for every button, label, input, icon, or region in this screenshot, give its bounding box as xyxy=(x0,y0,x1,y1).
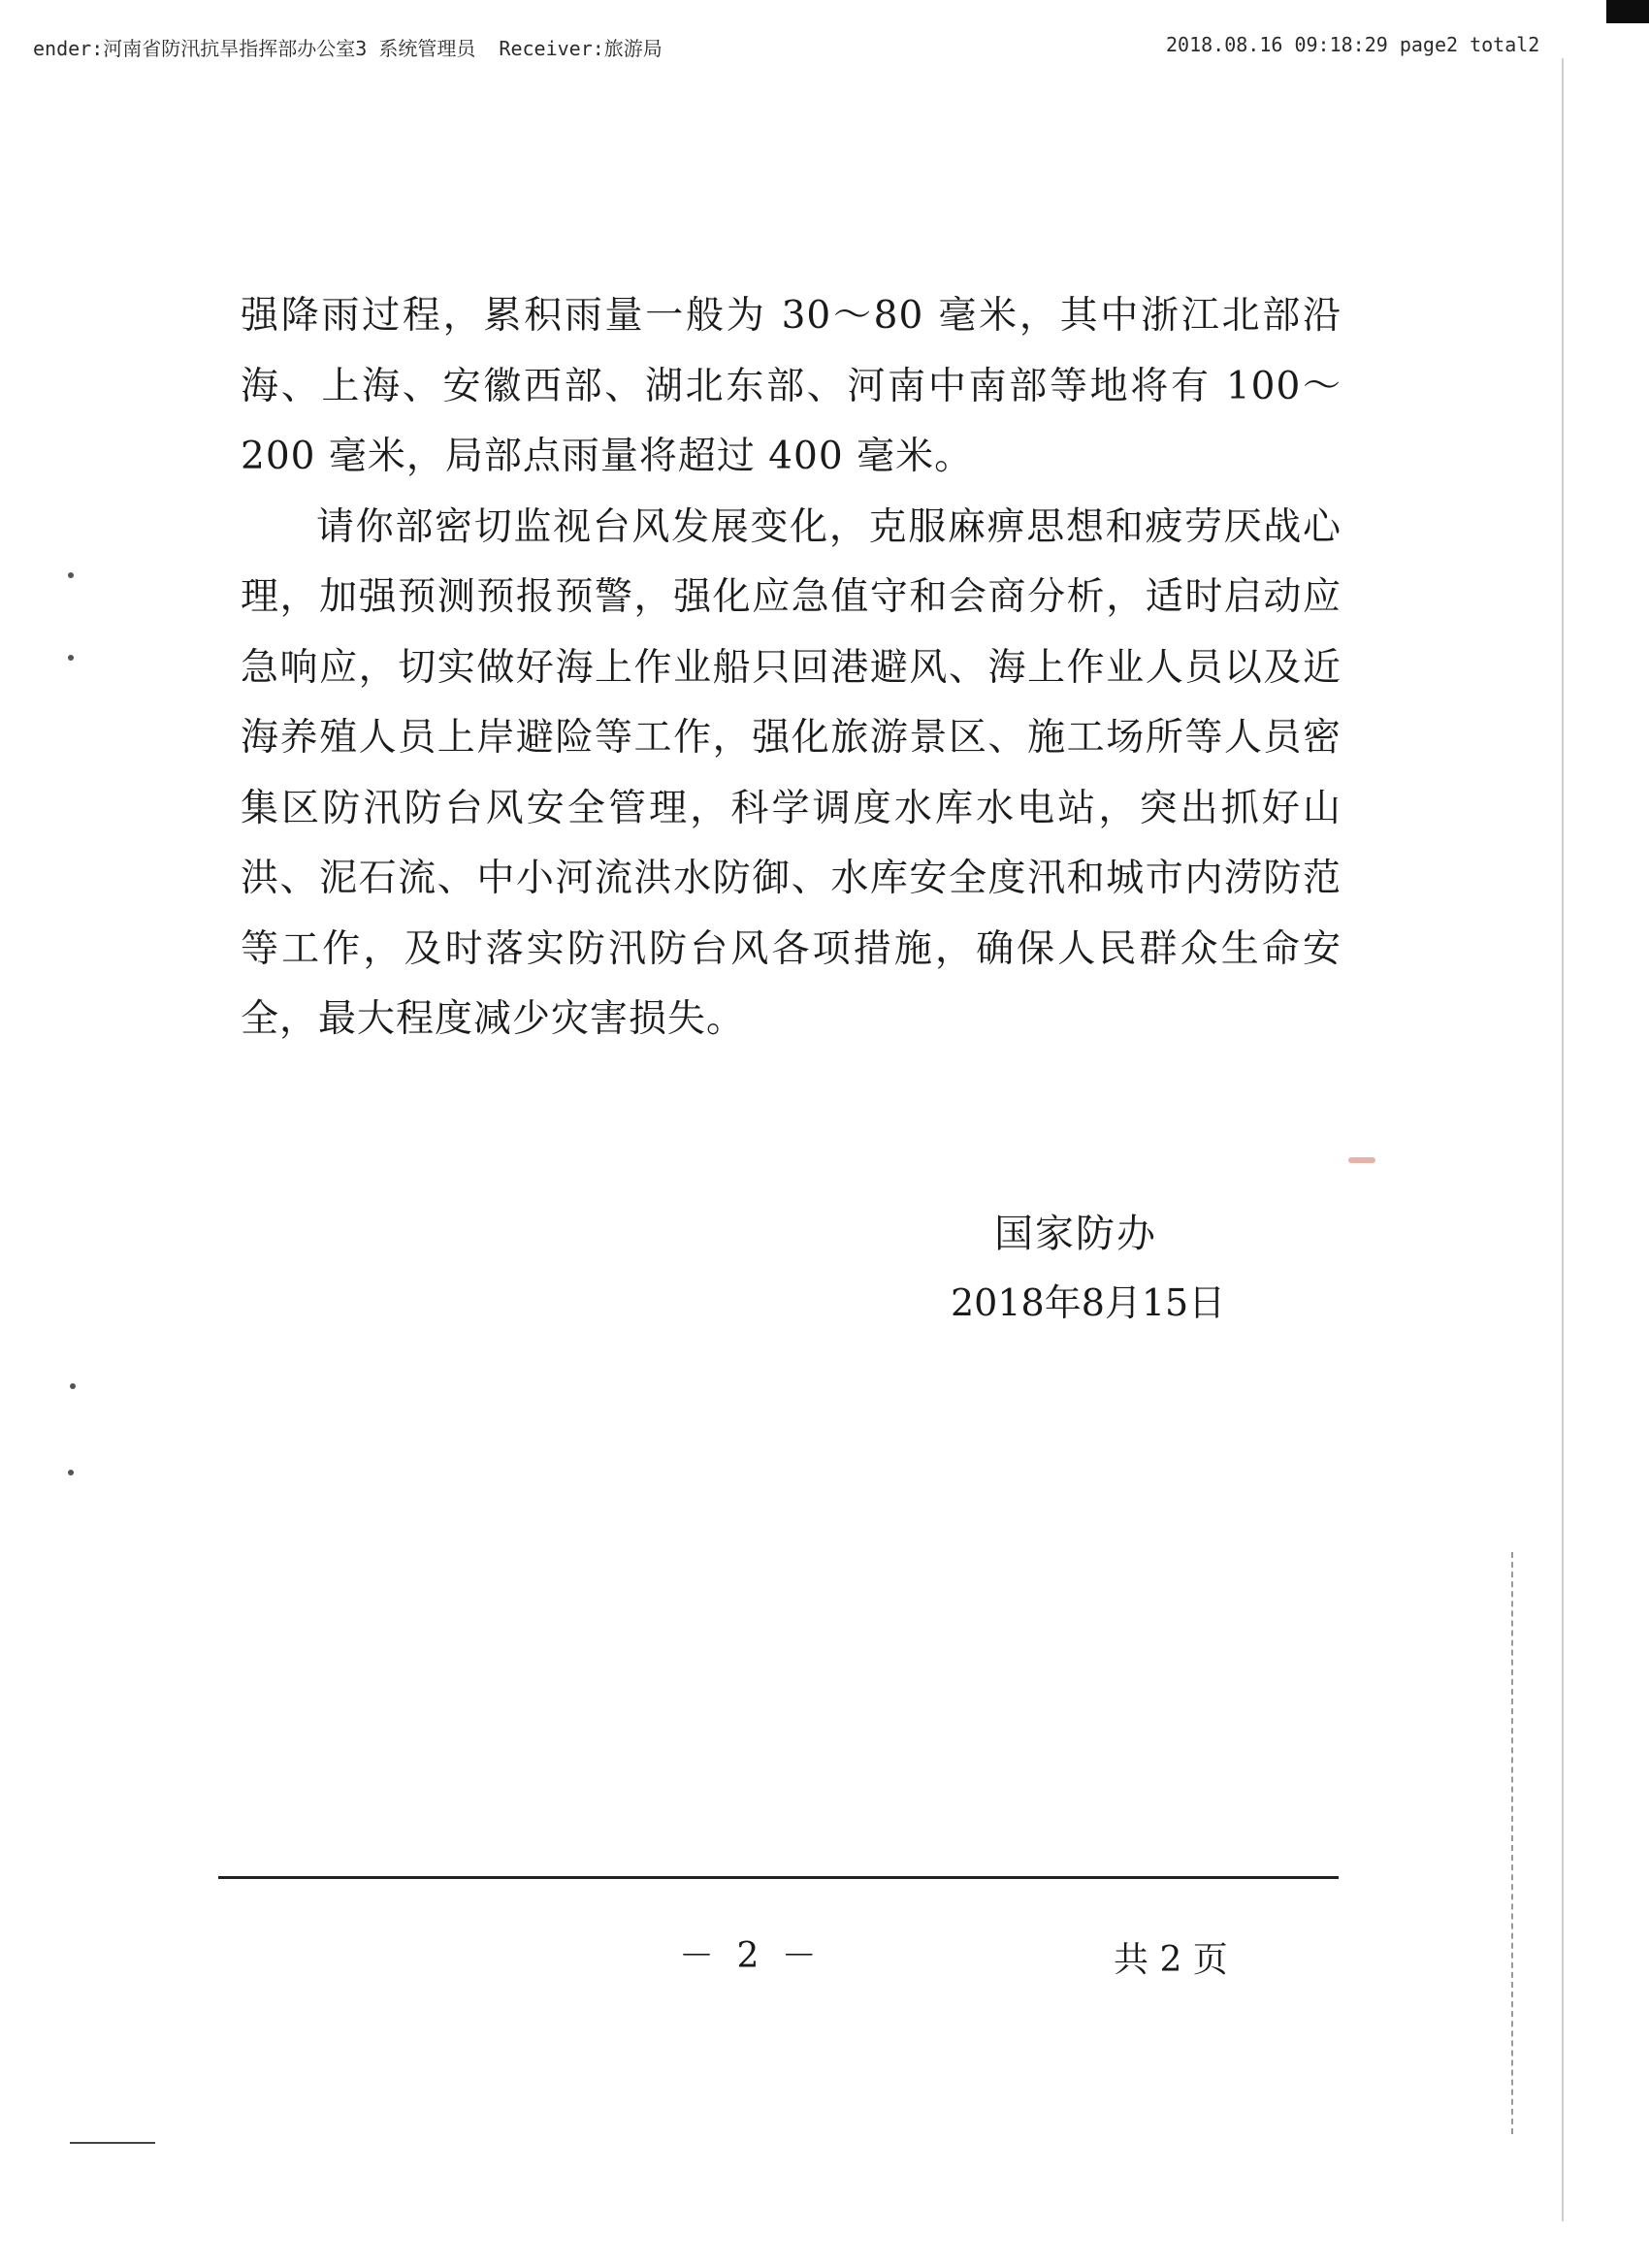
page-edge-line xyxy=(1562,58,1564,2221)
scan-mark-line xyxy=(70,2142,155,2144)
scan-speck xyxy=(70,1383,76,1389)
body-paragraph-1: 强降雨过程，累积雨量一般为 30～80 毫米，其中浙江北部沿海、上海、安徽西部、湖北东部、河南中南部等地将有 100～200 毫米，局部点雨量将超过 400 毫米。 xyxy=(241,294,1342,478)
fax-sender-receiver xyxy=(33,33,663,61)
signature-organization: 国家防办 xyxy=(994,1212,1157,1256)
signature-date: 2018年8月15日 xyxy=(951,1281,1226,1324)
document-body xyxy=(241,281,1342,1055)
corner-mark xyxy=(1606,0,1649,23)
fax-receiver: Receiver:旅游局 xyxy=(499,37,663,60)
fax-timestamp: 2018.08.16 09:18:29 page2 total2 xyxy=(1166,33,1540,56)
dashed-edge-line xyxy=(1511,1552,1513,2134)
footer-rule xyxy=(218,1876,1339,1879)
body-paragraph-2: 请你部密切监视台风发展变化，克服麻痹思想和疲劳厌战心理，加强预测预报预警，强化应急值守和会商分析，适时启动应急响应，切实做好海上作业船只回港避风、海上作业人员以及近海养殖人员上岸避险等工作，强化旅游景区、施工场所等人员密集区防汛防台风安全管理，科学调度水库水电站，突出抓好山洪、泥石流、中小河流洪水防御、水库安全度汛和城市内涝防范等工作，及时落实防汛防台风各项措施，确保人民群众生命安全，最大程度减少灾害损失。 xyxy=(241,504,1342,1041)
scan-speck xyxy=(68,572,74,578)
scan-speck xyxy=(68,655,74,661)
fax-header xyxy=(0,0,1649,78)
scan-speck xyxy=(68,1470,74,1475)
page-number: － 2 － xyxy=(679,1936,823,1976)
scan-red-mark xyxy=(1348,1157,1375,1163)
total-pages: 共 2 页 xyxy=(1114,1940,1228,1980)
fax-sender: ender:河南省防汛抗旱指挥部办公室3 系统管理员 xyxy=(33,37,476,60)
